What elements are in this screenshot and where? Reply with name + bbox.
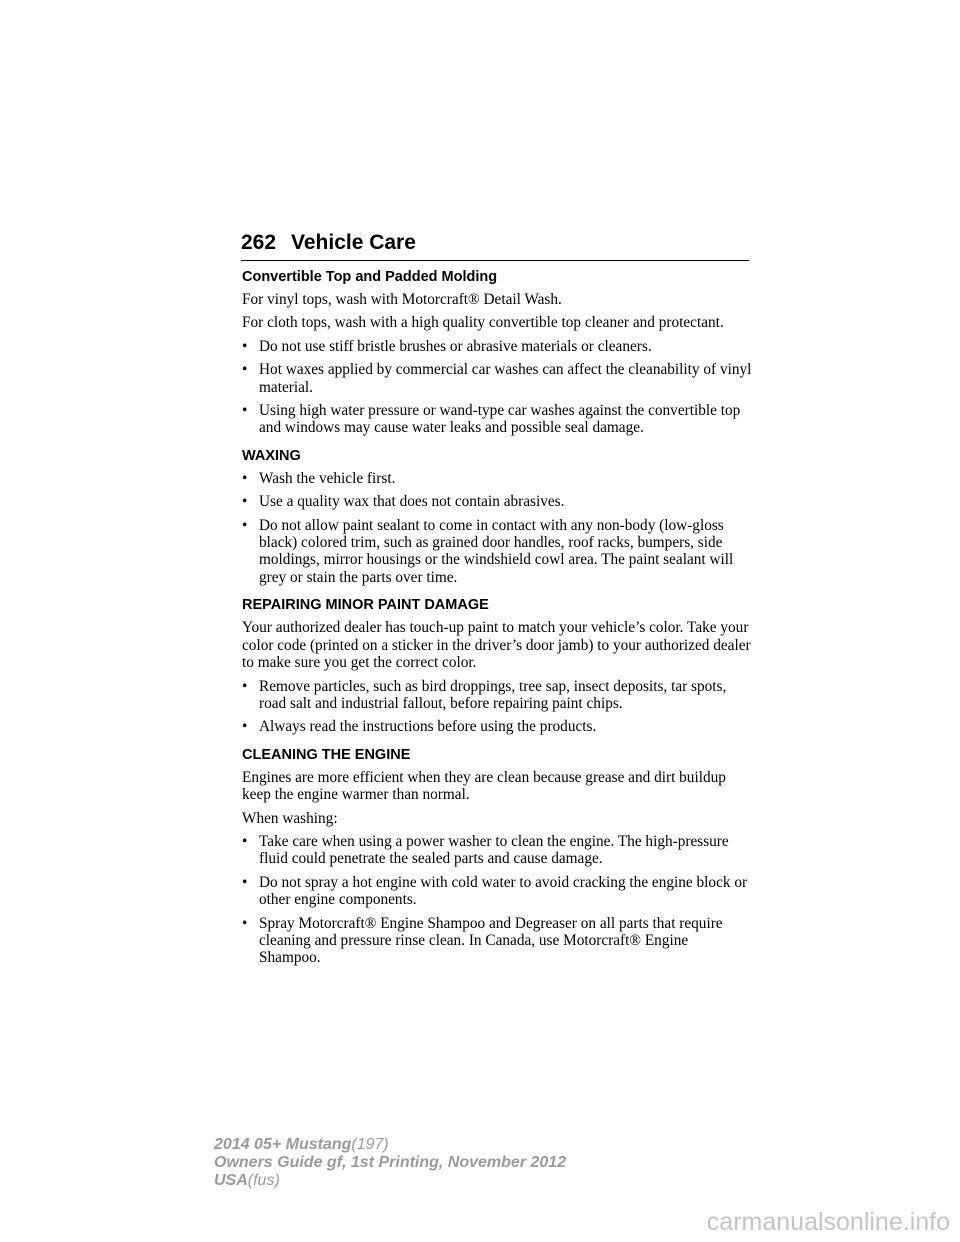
list-item: [242, 833, 752, 868]
paragraph: For vinyl tops, wash with Motorcraft® Detail Wash.: [242, 291, 562, 308]
bullet: •: [242, 832, 248, 850]
list-item-text: Do not use stiff bristle brushes or abrasive materials or cleaners.: [259, 337, 652, 355]
bullet: •: [242, 337, 248, 355]
bullet-list: [242, 338, 752, 437]
list-item: [242, 493, 752, 510]
bullet: •: [242, 873, 248, 891]
page-content: [242, 268, 752, 973]
heading-cleaning-engine: CLEANING THE ENGINE: [242, 746, 411, 763]
paragraph: Engines are more efficient when they are clean because grease and dirt buildup keep the engine warmer than normal.: [242, 768, 726, 804]
list-item: [242, 402, 752, 437]
list-item: [242, 915, 752, 967]
watermark-text: carmanualsonline.info: [706, 1208, 950, 1236]
list-item: [242, 678, 752, 713]
page-header: [241, 230, 749, 261]
footer-line: [214, 1172, 566, 1190]
list-item-text: Do not spray a hot engine with cold water to avoid cracking the engine block or other engine components.: [259, 873, 748, 909]
bullet: •: [242, 914, 248, 932]
list-item-text: Take care when using a power washer to clean the engine. The high-pressure fluid could penetrate the sealed parts and cause damage.: [259, 832, 729, 868]
list-item-text: Hot waxes applied by commercial car washes can affect the cleanability of vinyl material.: [259, 361, 752, 396]
paragraph: Your authorized dealer has touch-up paint to match your vehicle’s color. Take your color code (printed on a sticker in the driver’s door jamb) to your authorized dealer to make sure you get the correct color.: [242, 619, 751, 672]
footer-page-code: (197): [351, 1136, 389, 1153]
section-title: Vehicle Care: [291, 231, 416, 254]
footer-edition: Owners Guide gf, 1st Printing, November 2012: [214, 1154, 567, 1171]
bullet: •: [242, 402, 248, 420]
list-item: [242, 718, 752, 735]
list-item-text: Remove particles, such as bird droppings, tree sap, insect deposits, tar spots, road salt and industrial fallout, before repairing paint chips.: [259, 677, 727, 712]
list-item-text: Using high water pressure or wand-type car washes against the convertible top and windows may cause water leaks and possible seal damage.: [259, 402, 741, 437]
bullet-list: [242, 678, 752, 736]
footer-model: 2014 05+ Mustang: [214, 1136, 352, 1153]
paragraph: When washing:: [242, 809, 338, 827]
bullet: •: [242, 677, 248, 695]
list-item: [242, 470, 752, 487]
bullet-list: [242, 470, 752, 586]
list-item-text: Do not allow paint sealant to come in contact with any non-body (low-gloss black) colored trim, such as grained door handles, roof racks, bumpers, side moldings, mirror housings or the windshield cowl area. The paint sealant will grey or stain the parts over time.: [259, 516, 734, 586]
heading-convertible-top: Convertible Top and Padded Molding: [242, 269, 498, 285]
list-item: [242, 338, 752, 355]
bullet: •: [242, 718, 248, 736]
print-footer: [214, 1136, 566, 1190]
bullet: •: [242, 469, 248, 487]
bullet: •: [242, 516, 248, 534]
list-item-text: Spray Motorcraft® Engine Shampoo and Degreaser on all parts that require cleaning and pressure rinse clean. In Canada, use Motorcraft® Engine Shampoo.: [259, 914, 723, 967]
bullet: •: [242, 493, 248, 511]
list-item-text: Wash the vehicle first.: [259, 469, 396, 487]
footer-market-code: (fus): [247, 1172, 280, 1189]
footer-line: [214, 1136, 566, 1154]
bullet-list: [242, 833, 752, 967]
bullet: •: [242, 361, 248, 379]
list-item-text: Always read the instructions before using the products.: [259, 718, 597, 736]
paragraph: For cloth tops, wash with a high quality convertible top cleaner and protectant.: [242, 314, 724, 332]
footer-market: USA: [214, 1172, 248, 1189]
list-item: [242, 361, 752, 396]
heading-repairing-paint-damage: REPAIRING MINOR PAINT DAMAGE: [242, 597, 489, 614]
list-item-text: Use a quality wax that does not contain abrasives.: [259, 493, 565, 511]
heading-waxing: WAXING: [242, 447, 301, 464]
list-item: [242, 874, 752, 909]
page-number: 262: [241, 231, 277, 254]
list-item: [242, 517, 752, 587]
